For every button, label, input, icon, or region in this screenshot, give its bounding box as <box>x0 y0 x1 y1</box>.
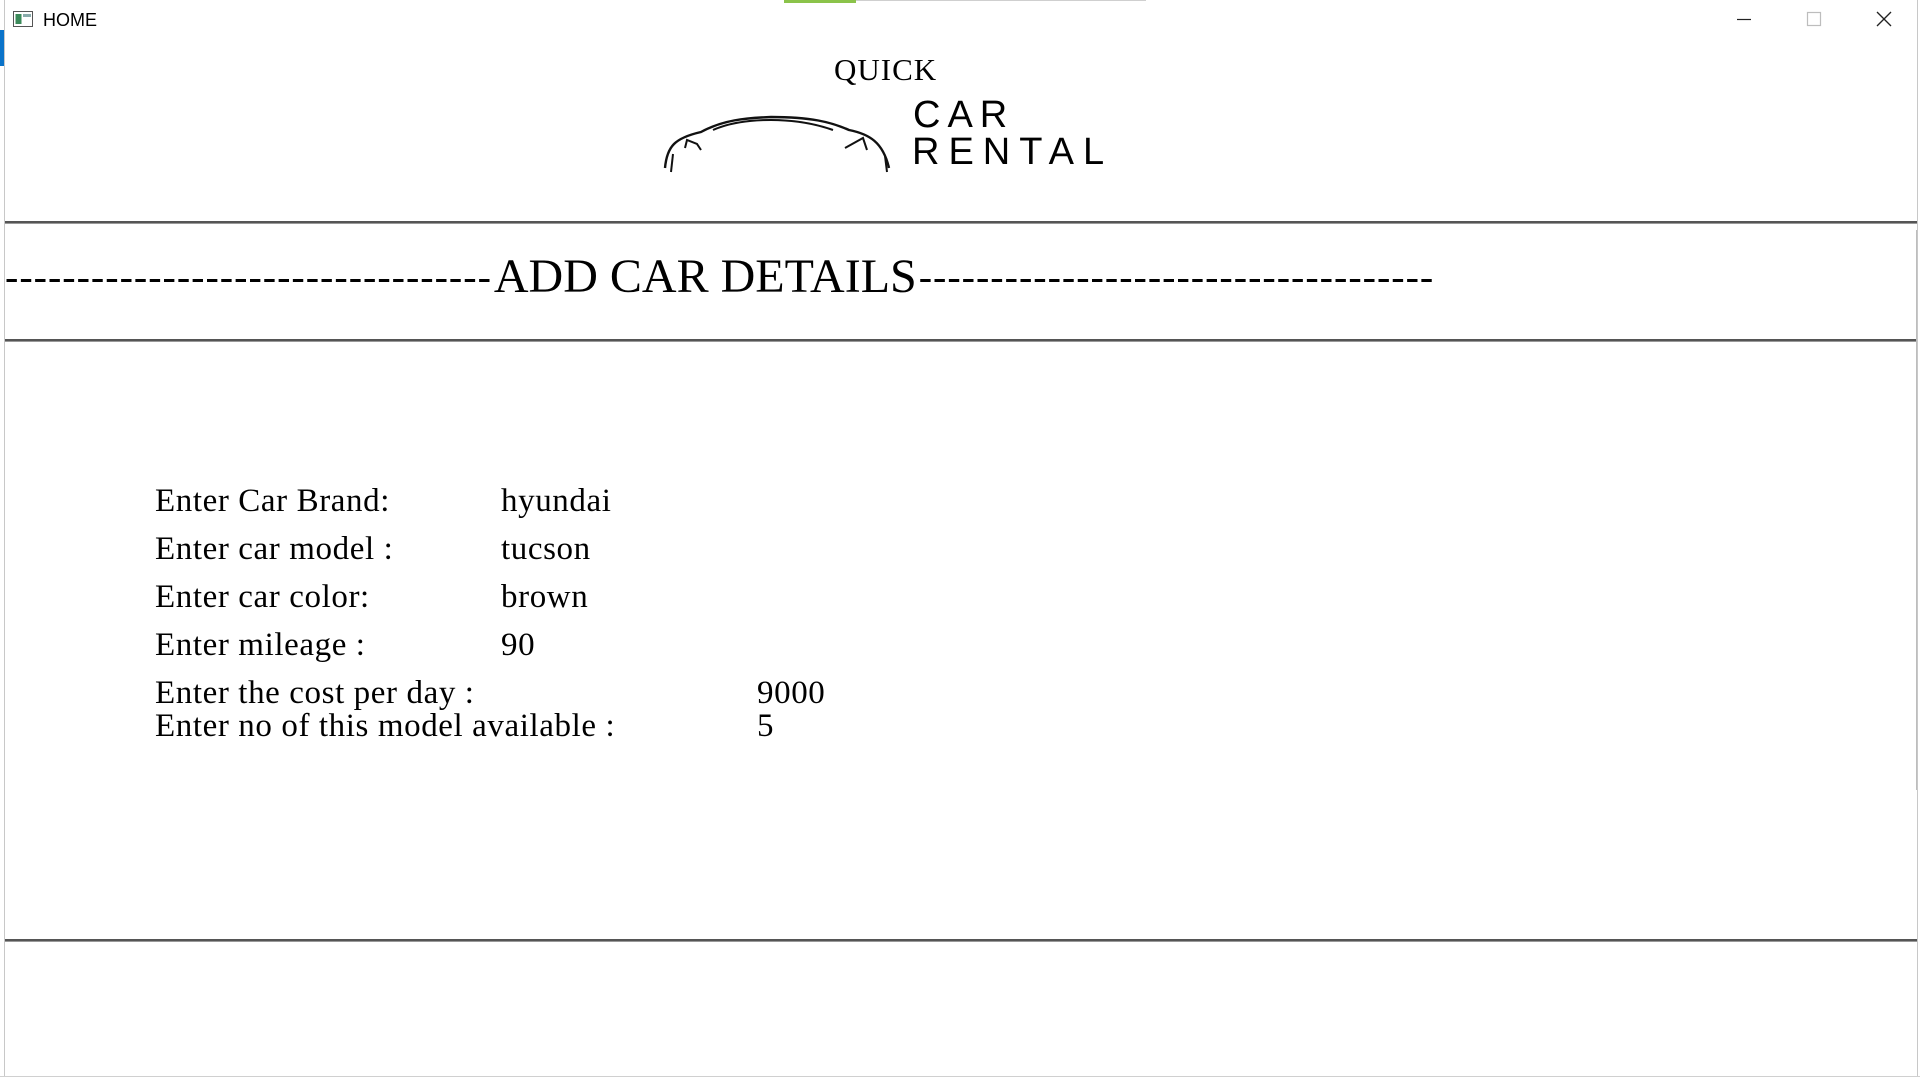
heading-title: ADD CAR DETAILS <box>493 250 917 303</box>
close-icon <box>1874 9 1894 29</box>
mileage-value: 90 <box>501 627 536 663</box>
maximize-button[interactable] <box>1779 0 1849 38</box>
quick-car-rental-logo <box>5 38 1917 178</box>
right-edge-line <box>1916 230 1917 790</box>
logo-rental-text: RENTAL <box>912 131 1114 173</box>
model-available-value: 5 <box>757 708 775 744</box>
close-button[interactable] <box>1849 0 1919 38</box>
heading-dashes-left: ---------------------------------- <box>5 254 492 299</box>
page-heading <box>5 248 1917 306</box>
car-color-value: brown <box>501 579 589 615</box>
minimize-icon <box>1734 9 1754 29</box>
divider-bottom <box>5 939 1917 942</box>
title-bar[interactable] <box>5 0 1917 38</box>
window-title: HOME <box>43 10 97 30</box>
cost-per-day-value: 9000 <box>757 675 826 711</box>
model-available-label: Enter no of this model available : <box>155 708 616 744</box>
divider-middle <box>5 339 1917 342</box>
left-edge-accent <box>0 30 4 66</box>
logo-quick-text: QUICK <box>834 52 938 87</box>
heading-dashes-right: ------------------------------------ <box>918 254 1435 299</box>
maximize-icon <box>1804 9 1824 29</box>
minimize-button[interactable] <box>1709 0 1779 38</box>
car-color-label: Enter car color: <box>155 579 370 615</box>
car-outline-icon <box>661 98 901 178</box>
app-icon <box>13 11 33 27</box>
car-model-value: tucson <box>501 531 591 567</box>
cost-per-day-label: Enter the cost per day : <box>155 675 475 711</box>
bottom-edge-line <box>0 1076 1920 1077</box>
app-window <box>4 0 1918 1076</box>
logo-car-text: CAR <box>913 94 1015 136</box>
divider-top <box>5 221 1917 224</box>
car-brand-label: Enter Car Brand: <box>155 483 391 519</box>
car-model-label: Enter car model : <box>155 531 394 567</box>
mileage-label: Enter mileage : <box>155 627 366 663</box>
car-brand-value: hyundai <box>501 483 612 519</box>
